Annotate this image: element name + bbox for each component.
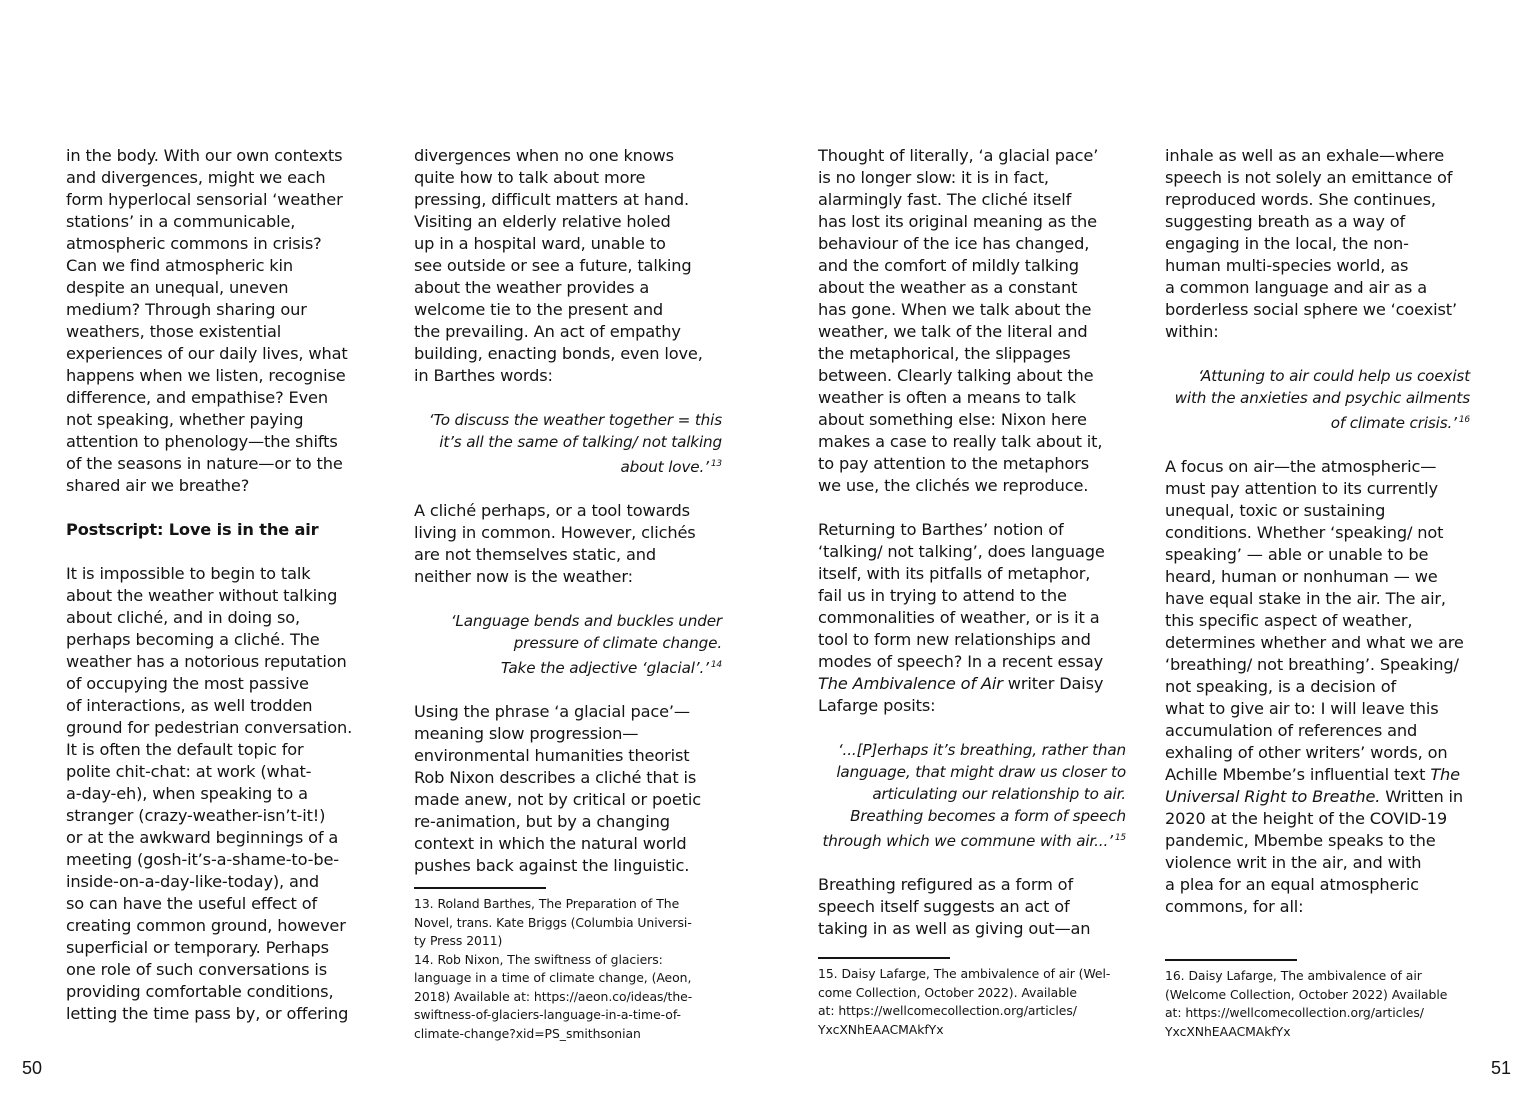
text-line: ty Press 2011) [414,933,503,948]
quote-line [818,805,1126,827]
text-line: living in common. However, clichés [414,523,696,542]
text-line: speaking’ — able or unable to be [1165,545,1429,564]
paragraph [818,145,1126,497]
text-line: building, enacting bonds, even love, [414,344,703,363]
text-line: within: [1165,322,1219,341]
text-line: about the weather as a constant [818,278,1078,297]
text-line: or at the awkward beginnings of a [66,828,339,847]
text-line: It is impossible to begin to talk [66,564,311,583]
section-heading: Postscript: Love is in the air [66,520,319,539]
text-line: meeting (gosh-it’s-a-shame-to-be- [66,850,339,869]
text-line: a plea for an equal atmospheric [1165,875,1419,894]
footnote-marker: 15 [1114,833,1126,843]
footnote-text [818,965,1128,1039]
text-line: perhaps becoming a cliché. The [66,630,320,649]
text-line: A cliché perhaps, or a tool towards [414,501,690,520]
inline-text: writer Daisy [1002,674,1104,693]
text-line: re-animation, but by a changing [414,812,670,831]
paragraph [414,145,722,387]
text-line: alarmingly fast. The cliché itself [818,190,1072,209]
text-line: have equal stake in the air. The air, [1165,589,1446,608]
text-line: accumulation of references and [1165,721,1418,740]
text-line: heard, human or nonhuman — we [1165,567,1438,586]
quote-text: ‘Language bends and buckles under [450,612,722,630]
footnote-text [414,895,724,1043]
text-line: violence writ in the air, and with [1165,853,1422,872]
text-line: of the seasons in nature—or to the [66,454,343,473]
text-line: tool to form new relationships and [818,630,1091,649]
text-line: atmospheric commons in crisis? [66,234,322,253]
text-line: welcome tie to the present and [414,300,664,319]
essay-title: Universal Right to Breathe. [1165,787,1381,806]
essay-title: The Ambivalence of Air [818,674,1003,693]
quote-text: of climate crisis.’ [1330,414,1457,432]
inline-text: Lafarge posits: [818,696,936,715]
text-line: exhaling of other writers’ words, on [1165,743,1448,762]
footnote-rule [818,957,950,959]
footnote-rule [1165,959,1297,961]
text-line: despite an unequal, uneven [66,278,289,297]
text-line: conditions. Whether ‘speaking/ not [1165,523,1444,542]
footnote-marker: 14 [710,660,722,670]
text-line: taking in as well as giving out—an [818,919,1091,938]
text-line: inside-on-a-day-like-today), and [66,872,320,891]
paragraph [66,145,374,497]
paragraph [414,701,722,877]
text-line: polite chit-chat: at work (what- [66,762,312,781]
text-line: Breathing refigured as a form of [818,875,1073,894]
text-line: so can have the useful effect of [66,894,318,913]
text-line: context in which the natural world [414,834,687,853]
text-line: stranger (crazy-weather-isn’t-it!) [66,806,326,825]
text-line: 15. Daisy Lafarge, The ambivalence of air (Wel- [818,966,1111,981]
text-line: behaviour of the ice has changed, [818,234,1090,253]
text-line: engaging in the local, the non- [1165,234,1409,253]
text-line: made anew, not by critical or poetic [414,790,701,809]
text-line: in Barthes words: [414,366,553,385]
text-line: providing comfortable conditions, [66,982,334,1001]
text-line: 13. Roland Barthes, The Preparation of The [414,896,680,911]
text-line: the prevailing. An act of empathy [414,322,681,341]
text-line: commonalities of weather, or is it a [818,608,1100,627]
paragraph [414,500,722,588]
quote-text: articulating our relationship to air. [872,785,1126,803]
text-line: suggesting breath as a way of [1165,212,1406,231]
text-line: shared air we breathe? [66,476,250,495]
text-line: attention to phenology—the shifts [66,432,338,451]
quote-line [818,739,1126,761]
text-line: and divergences, might we each [66,168,326,187]
text-line: speech is not solely an emittance of [1165,168,1453,187]
text-line: not speaking, is a decision of [1165,677,1397,696]
quote-line [414,654,722,679]
inline-text: Written in [1380,787,1464,806]
quote-line [818,783,1126,805]
text-line: medium? Through sharing our [66,300,307,319]
text-line: not speaking, whether paying [66,410,304,429]
text-line: speech itself suggests an act of [818,897,1070,916]
quote-text: ‘To discuss the weather together = this [428,411,722,429]
text-line: experiences of our daily lives, what [66,344,348,363]
text-line: quite how to talk about more [414,168,646,187]
text-line: about the weather without talking [66,586,338,605]
text-line: determines whether and what we are [1165,633,1464,652]
paragraph [1165,145,1473,343]
text-line: commons, for all: [1165,897,1304,916]
footnote-marker: 13 [710,459,722,469]
text-line: environmental humanities theorist [414,746,690,765]
text-line: YxcXNhEAACMAkfYx [1165,1023,1291,1039]
text-line: stations’ in a communicable, [66,212,296,231]
text-line: reproduced words. She continues, [1165,190,1436,209]
paragraph [66,563,374,1025]
text-line: a-day-eh), when speaking to a [66,784,308,803]
text-line: 16. Daisy Lafarge, The ambivalence of air [1165,968,1422,983]
text-line: has gone. When we talk about the [818,300,1092,319]
text-line: in the body. With our own contexts [66,146,343,165]
text-line: It is often the default topic for [66,740,304,759]
quote-line [1165,409,1470,434]
quote-line [414,632,722,654]
footnote-text [1165,967,1475,1041]
footnotes [818,957,1128,1039]
text-line: what to give air to: I will leave this [1165,699,1439,718]
text-line: 14. Rob Nixon, The swiftness of glaciers: [414,951,663,967]
text-line: itself, with its pitfalls of metaphor, [818,564,1091,583]
text-line: borderless social sphere we ‘coexist’ [1165,300,1457,319]
text-line: climate-change?xid=PS_smithsonian [414,1025,641,1041]
text-line: unequal, toxic or sustaining [1165,501,1386,520]
inline-text: Achille Mbembe’s influential text [1165,765,1431,784]
text-line: neither now is the weather: [414,567,633,586]
footnotes [1165,959,1475,1041]
text-line: of interactions, as well trodden [66,696,313,715]
text-line: weather is often a means to talk [818,388,1076,407]
quote-line [818,761,1126,783]
block-quote [414,610,722,679]
text-line: form hyperlocal sensorial ‘weather [66,190,343,209]
quote-text: through which we commune with air...’ [822,832,1113,850]
text-line: one role of such conversations is [66,960,327,979]
text-column-4 [1165,145,1473,918]
paragraph [818,874,1126,940]
quote-text: Breathing becomes a form of speech [850,807,1126,825]
text-column-1 [66,145,374,1025]
text-line: about something else: Nixon here [818,410,1087,429]
text-line: Returning to Barthes’ notion of [818,520,1064,539]
text-line: up in a hospital ward, unable to [414,234,666,253]
text-line: about the weather provides a [414,278,650,297]
text-line: Can we find atmospheric kin [66,256,293,275]
text-column-3 [818,145,1126,940]
quote-text: language, that might draw us closer to [836,763,1126,781]
essay-title: The [1430,765,1460,784]
text-line: difference, and empathise? Even [66,388,328,407]
text-line: Rob Nixon describes a cliché that is [414,768,697,787]
quote-text: about love.’ [620,458,709,476]
text-line: to pay attention to the metaphors [818,454,1089,473]
text-line: Visiting an elderly relative holed [414,212,671,231]
quote-text: ‘...[P]erhaps it’s breathing, rather than [837,741,1126,759]
text-line: must pay attention to its currently [1165,479,1438,498]
text-line: makes a case to really talk about it, [818,432,1103,451]
text-line: Novel, trans. Kate Briggs (Columbia Universi- [414,914,692,930]
text-line: come Collection, October 2022). Available [818,984,1077,1000]
text-line: see outside or see a future, talking [414,256,692,275]
footnote-rule [414,887,546,889]
block-quote [818,739,1126,852]
text-column-2 [414,145,722,877]
page-number-left: 50 [22,1058,43,1078]
paragraph [1165,456,1473,918]
text-line: superficial or temporary. Perhaps [66,938,329,957]
text-line: ‘talking/ not talking’, does language [818,542,1105,561]
text-line: A focus on air—the atmospheric— [1165,457,1437,476]
text-line: at: https://wellcomecollection.org/articles/ [818,1003,1077,1018]
text-line: this specific aspect of weather, [1165,611,1413,630]
text-line: the metaphorical, the slippages [818,344,1071,363]
text-line: creating common ground, however [66,916,346,935]
text-line: YxcXNhEAACMAkfYx [818,1021,944,1037]
text-line: we use, the clichés we reproduce. [818,476,1089,495]
quote-line [414,409,722,431]
text-line: modes of speech? In a recent essay [818,652,1104,671]
quote-text: it’s all the same of talking/ not talking [439,433,722,451]
quote-text: with the anxieties and psychic ailments [1174,389,1470,407]
text-line: at: https://wellcomecollection.org/articles/ [1165,1005,1424,1020]
text-line: meaning slow progression— [414,724,639,743]
quote-line [414,610,722,632]
quote-line [1165,365,1470,387]
quote-line [414,453,722,478]
text-line: 2020 at the height of the COVID-19 [1165,809,1448,828]
text-line: letting the time pass by, or offering [66,1004,349,1023]
block-quote [414,409,722,478]
text-line: pressing, difficult matters at hand. [414,190,689,209]
text-line: ‘breathing/ not breathing’. Speaking/ [1165,655,1459,674]
text-line: happens when we listen, recognise [66,366,346,385]
footnotes [414,887,724,1043]
quote-text: pressure of climate change. [513,634,722,652]
text-line: swiftness-of-glaciers-language-in-a-time-of- [414,1007,681,1022]
text-line: divergences when no one knows [414,146,674,165]
text-line: weather, we talk of the literal and [818,322,1088,341]
text-line: of occupying the most passive [66,674,309,693]
text-line: are not themselves static, and [414,545,657,564]
quote-line [1165,387,1470,409]
footnote-marker: 16 [1458,415,1470,425]
text-line: and the comfort of mildly talking [818,256,1079,275]
block-quote [1165,365,1470,434]
quote-line [414,431,722,453]
text-line: Thought of literally, ‘a glacial pace’ [818,146,1099,165]
text-line: pushes back against the linguistic. [414,856,690,875]
text-line: inhale as well as an exhale—where [1165,146,1445,165]
quote-line [818,827,1126,852]
quote-text: Take the adjective ‘glacial’.’ [500,659,709,677]
quote-text: ‘Attuning to air could help us coexist [1198,367,1470,385]
page-number-right: 51 [1491,1058,1512,1078]
text-line: weathers, those existential [66,322,282,341]
text-line: 2018) Available at: https://aeon.co/ideas/the- [414,988,693,1004]
text-line: is no longer slow: it is in fact, [818,168,1049,187]
text-line: ground for pedestrian conversation. [66,718,353,737]
text-line: between. Clearly talking about the [818,366,1094,385]
text-line: pandemic, Mbembe speaks to the [1165,831,1436,850]
text-line: Using the phrase ‘a glacial pace’— [414,702,690,721]
text-line: language in a time of climate change, (Aeon, [414,970,692,985]
text-line: weather has a notorious reputation [66,652,347,671]
paragraph [818,519,1126,717]
text-line: fail us in trying to attend to the [818,586,1067,605]
text-line: has lost its original meaning as the [818,212,1097,231]
text-line: (Welcome Collection, October 2022) Available [1165,986,1448,1002]
text-line: human multi-species world, as [1165,256,1409,275]
text-line: about cliché, and in doing so, [66,608,300,627]
text-line: a common language and air as a [1165,278,1427,297]
